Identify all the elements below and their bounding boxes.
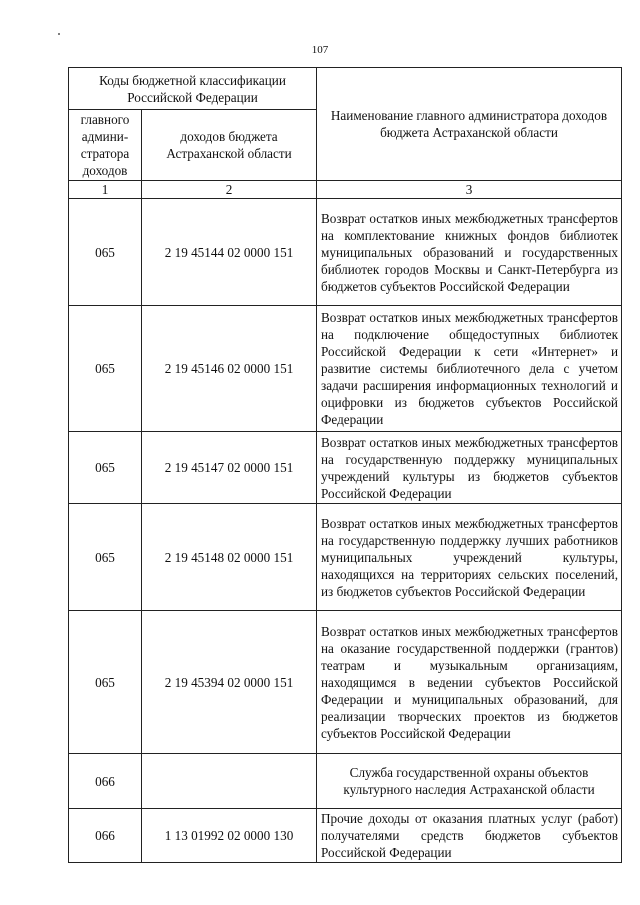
table-row	[69, 504, 622, 611]
column-number-row	[69, 181, 622, 199]
header-income-code: доходов бюджета Астраханской области	[142, 110, 317, 181]
description-cell: Возврат остатков иных межбюджетных трансфертов на оказание государственной поддержки (грантов) театрам и музыкальным организациям, находящимся в ведении субъектов Российской Федерации и муниципальных образований, для реализации творческих проектов из бюджетов субъектов Российской Федерации	[317, 611, 622, 754]
income-code-cell	[142, 754, 317, 809]
header-group-title: Коды бюджетной классификации Российской Федерации	[69, 68, 317, 110]
administrator-name-cell: Служба государственной охраны объектов культурного наследия Астраханской области	[317, 754, 622, 809]
income-code-cell: 2 19 45147 02 0000 151	[142, 432, 317, 504]
description-cell: Возврат остатков иных межбюджетных трансфертов на подключение общедоступных библиотек Российской Федерации к сети «Интернет» и развитие системы библиотечного дела с учетом задачи расширения информационных технологий и оцифровки из бюджетов субъектов Российской Федерации	[317, 306, 622, 432]
description-cell: Прочие доходы от оказания платных услуг (работ) получателями средств бюджетов субъектов Российской Федерации	[317, 809, 622, 863]
admin-code-cell: 065	[69, 306, 142, 432]
admin-code-cell: 065	[69, 611, 142, 754]
budget-classification-table	[68, 67, 622, 863]
column-number: 1	[69, 181, 142, 199]
table-row	[69, 809, 622, 863]
header-admin-name: Наименование главного администратора доходов бюджета Астраханской области	[317, 68, 622, 181]
column-number: 2	[142, 181, 317, 199]
description-cell: Возврат остатков иных межбюджетных трансфертов на государственную поддержку муниципальных учреждений культуры из бюджетов субъектов Российской Федерации	[317, 432, 622, 504]
table-row	[69, 199, 622, 306]
income-code-cell: 2 19 45148 02 0000 151	[142, 504, 317, 611]
scan-speck	[58, 33, 60, 35]
page-number: 107	[311, 44, 329, 56]
table-row-section	[69, 754, 622, 809]
income-code-cell: 2 19 45394 02 0000 151	[142, 611, 317, 754]
income-code-cell: 2 19 45144 02 0000 151	[142, 199, 317, 306]
table-row	[69, 306, 622, 432]
income-code-cell: 2 19 45146 02 0000 151	[142, 306, 317, 432]
admin-code-cell: 066	[69, 754, 142, 809]
admin-code-cell: 065	[69, 199, 142, 306]
column-number: 3	[317, 181, 622, 199]
table-row	[69, 611, 622, 754]
table-header-row-group	[69, 68, 622, 110]
table-row	[69, 432, 622, 504]
description-cell: Возврат остатков иных межбюджетных трансфертов на комплектование книжных фондов библиотек муниципальных образований и государственных библиотек городов Москвы и Санкт-Петербурга из бюджетов субъектов Российской Федерации	[317, 199, 622, 306]
admin-code-cell: 065	[69, 432, 142, 504]
header-admin-code: главного админи-стратора доходов	[69, 110, 142, 181]
admin-code-cell: 065	[69, 504, 142, 611]
admin-code-cell: 066	[69, 809, 142, 863]
description-cell: Возврат остатков иных межбюджетных трансфертов на государственную поддержку лучших работников муниципальных учреждений культуры, находящихся на территориях сельских поселений, из бюджетов субъектов Российской Федерации	[317, 504, 622, 611]
income-code-cell: 1 13 01992 02 0000 130	[142, 809, 317, 863]
